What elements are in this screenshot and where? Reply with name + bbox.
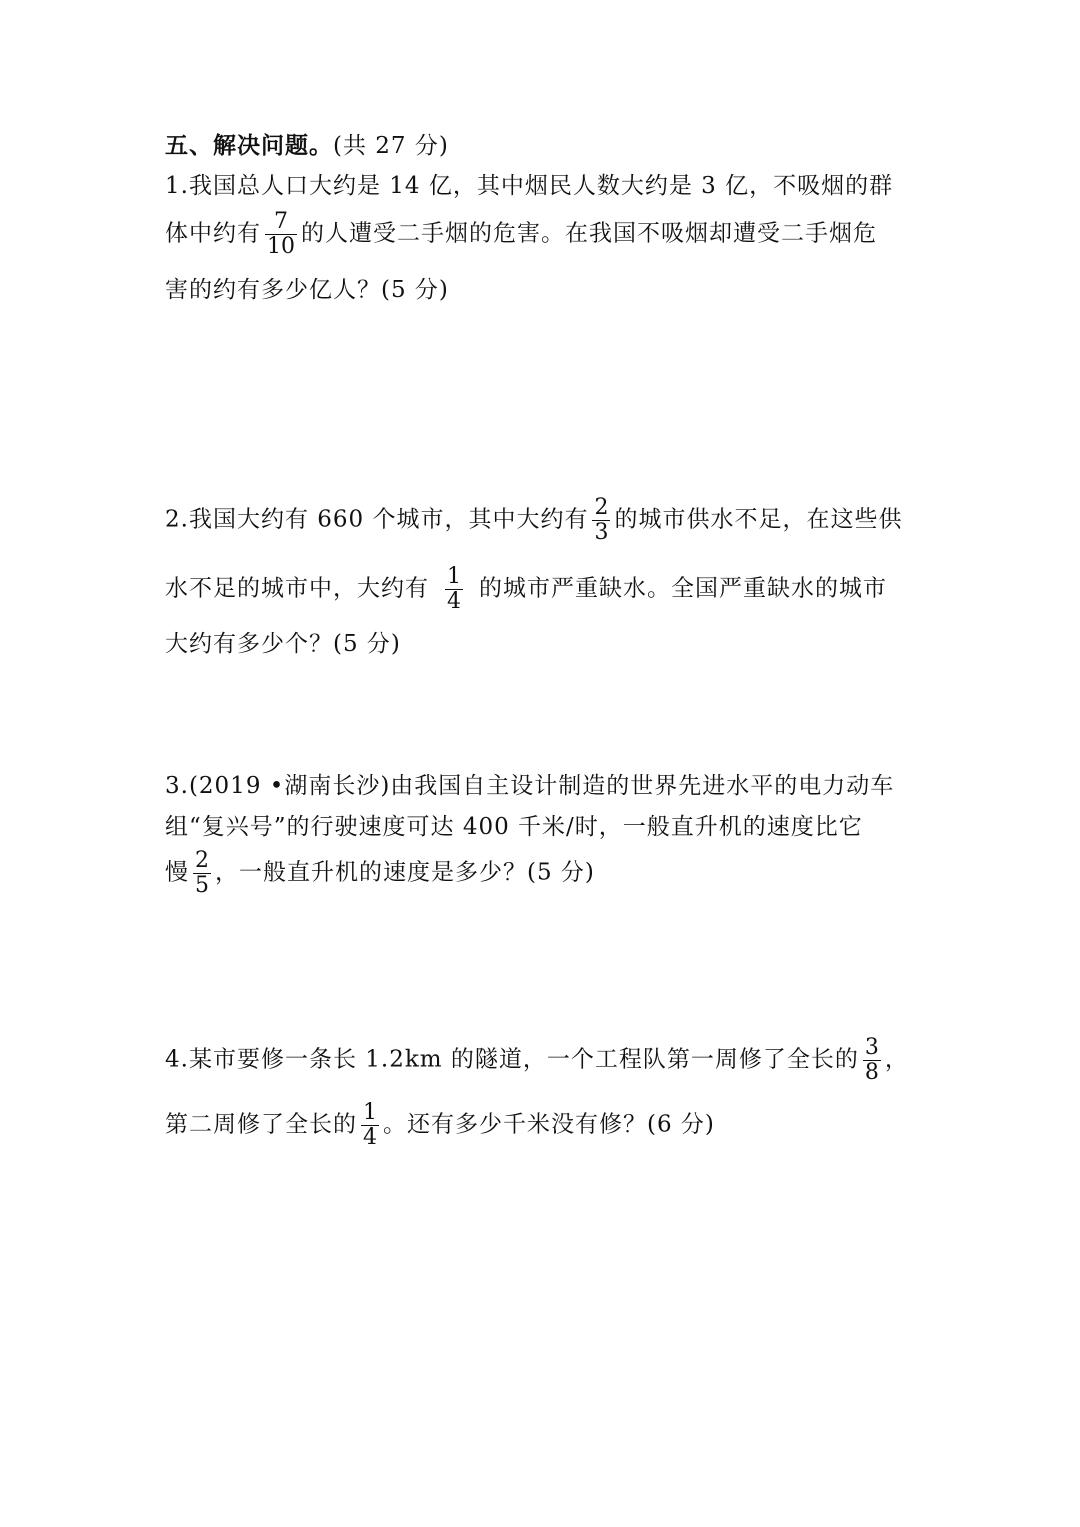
fraction-numerator: 7 <box>274 209 288 234</box>
problem-2-line-3: 大约有多少个？(5 分) <box>165 631 401 657</box>
problem-4-fraction-1 <box>863 1036 881 1085</box>
problem-3-fraction <box>193 849 211 898</box>
fraction-numerator: 1 <box>447 564 461 589</box>
problem-1-line-2 <box>165 210 877 259</box>
problem-2-fraction-1 <box>592 496 610 545</box>
problem-1-line-3: 害的约有多少亿人？(5 分) <box>165 277 449 303</box>
problem-1-text-b: 的人遭受二手烟的危害。在我国不吸烟却遭受二手烟危 <box>301 220 877 247</box>
problem-3-text-a: 慢 <box>165 859 189 886</box>
fraction-numerator: 2 <box>195 848 209 873</box>
problem-3-line-1: 3.(2019 •湖南长沙)由我国自主设计制造的世界先进水平的电力动车 <box>165 773 895 799</box>
problem-3-line-2: 组“复兴号”的行驶速度可达 400 千米/时，一般直升机的速度比它 <box>165 814 863 840</box>
problem-2-fraction-2 <box>445 565 463 614</box>
problem-1-line-1: 1.我国总人口大约是 14 亿，其中烟民人数大约是 3 亿，不吸烟的群 <box>165 173 894 199</box>
fraction-numerator: 1 <box>363 1100 377 1125</box>
problem-4-text-d: 。还有多少千米没有修？(6 分) <box>383 1111 715 1138</box>
fraction-denominator: 3 <box>594 520 609 545</box>
problem-2-text-a: 2.我国大约有 660 个城市，其中大约有 <box>165 506 589 533</box>
problem-3-text-b: ，一般直升机的速度是多少？(5 分) <box>215 859 595 886</box>
problem-4-text-b: ， <box>884 1046 909 1073</box>
problem-2-line-2 <box>165 565 887 614</box>
fraction-denominator: 8 <box>864 1060 879 1085</box>
fraction-numerator: 2 <box>594 495 609 520</box>
problem-2-text-b: 的城市供水不足，在这些供 <box>614 506 903 533</box>
problem-4-line-2 <box>165 1101 715 1150</box>
problem-2-text-c: 水不足的城市中，大约有 <box>165 575 429 602</box>
problem-3-line-3 <box>165 849 595 898</box>
problem-4-line-1 <box>165 1036 909 1085</box>
problem-4-text-c: 第二周修了全长的 <box>165 1111 357 1138</box>
problem-4-fraction-2 <box>361 1101 379 1150</box>
fraction-denominator: 4 <box>447 589 461 614</box>
problem-1-text-a: 体中约有 <box>165 220 261 247</box>
fraction-denominator: 4 <box>363 1125 377 1150</box>
fraction-numerator: 3 <box>864 1035 879 1060</box>
section-title: 五、解决问题。 <box>165 132 333 159</box>
problem-2-text-d: 的城市严重缺水。全国严重缺水的城市 <box>479 575 887 602</box>
fraction-denominator: 5 <box>195 873 209 898</box>
section-score: (共 27 分) <box>333 133 449 159</box>
problem-1-fraction <box>265 210 297 259</box>
problem-2-line-1 <box>165 496 902 545</box>
fraction-denominator: 10 <box>267 234 295 259</box>
section-heading <box>165 131 449 161</box>
problem-4-text-a: 4.某市要修一条长 1.2km 的隧道，一个工程队第一周修了全长的 <box>165 1046 859 1073</box>
